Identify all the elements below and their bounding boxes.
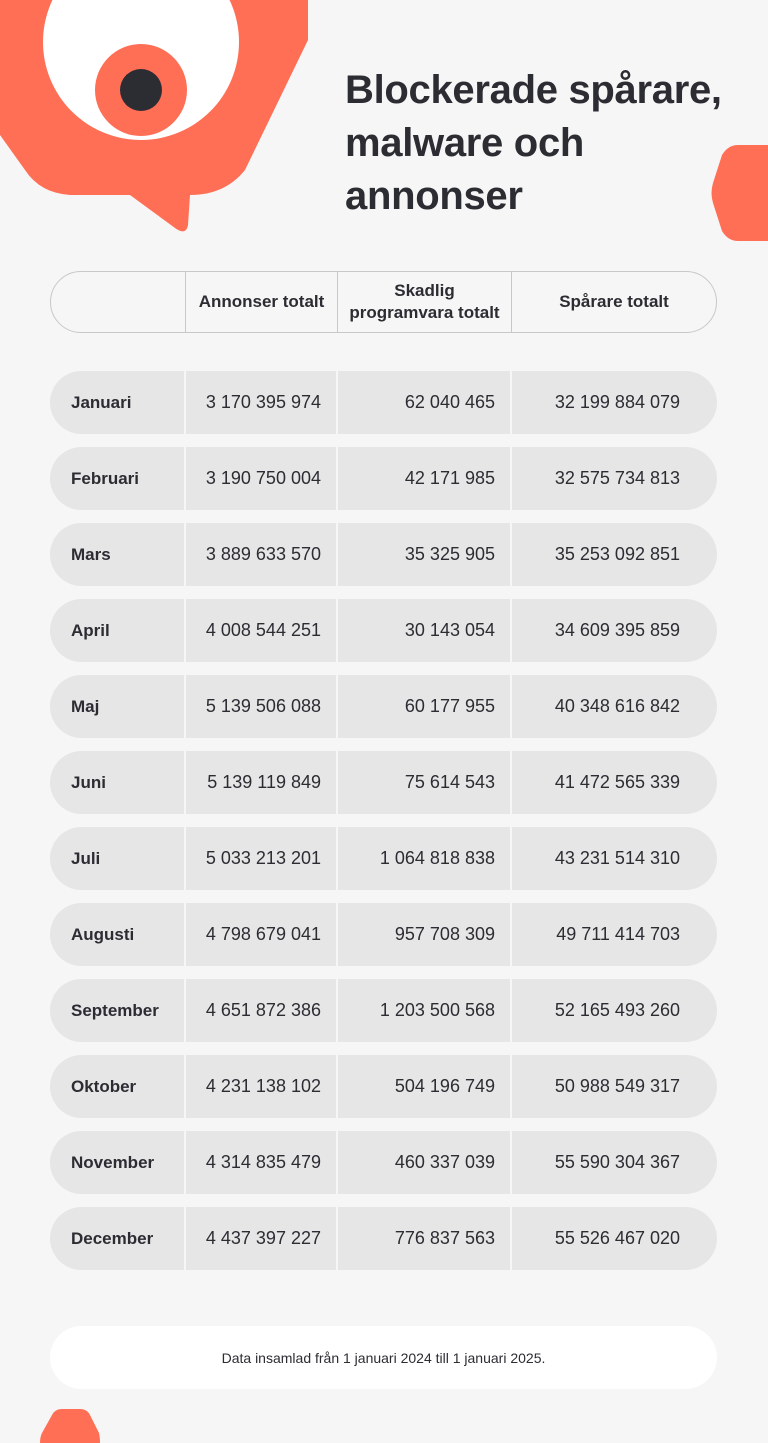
trackers-cell: 43 231 514 310 <box>510 827 717 890</box>
trackers-cell: 34 609 395 859 <box>510 599 717 662</box>
trackers-cell: 55 526 467 020 <box>510 1207 717 1270</box>
table-row <box>50 751 717 814</box>
trackers-cell: 32 199 884 079 <box>510 371 717 434</box>
table-row <box>50 827 717 890</box>
month-cell: September <box>71 1000 159 1020</box>
month-cell: Mars <box>71 544 111 564</box>
table-row <box>50 979 717 1042</box>
trackers-cell: 35 253 092 851 <box>510 523 717 586</box>
trackers-cell: 55 590 304 367 <box>510 1131 717 1194</box>
table-body <box>50 371 717 1283</box>
table-row <box>50 447 717 510</box>
malware-cell: 35 325 905 <box>336 523 510 586</box>
ads-cell: 3 170 395 974 <box>184 371 336 434</box>
trackers-cell: 49 711 414 703 <box>510 903 717 966</box>
ads-cell: 4 651 872 386 <box>184 979 336 1042</box>
table-row <box>50 523 717 586</box>
table-row <box>50 371 717 434</box>
page-title: Blockerade spårare, malware och annonser <box>345 68 722 218</box>
malware-cell: 504 196 749 <box>336 1055 510 1118</box>
malware-cell: 60 177 955 <box>336 675 510 738</box>
table-row <box>50 1131 717 1194</box>
month-cell: Augusti <box>71 924 135 944</box>
trackers-cell: 41 472 565 339 <box>510 751 717 814</box>
month-cell: Juni <box>71 772 106 792</box>
table-row <box>50 599 717 662</box>
header-trackers-total: Spårare totalt <box>511 272 716 332</box>
malware-cell: 62 040 465 <box>336 371 510 434</box>
month-cell: Februari <box>71 468 140 488</box>
month-cell: December <box>71 1228 154 1248</box>
month-cell: Maj <box>71 696 100 716</box>
malware-cell: 957 708 309 <box>336 903 510 966</box>
table-row <box>50 903 717 966</box>
trackers-cell: 40 348 616 842 <box>510 675 717 738</box>
malware-cell: 30 143 054 <box>336 599 510 662</box>
malware-cell: 1 064 818 838 <box>336 827 510 890</box>
header-cell-empty <box>51 272 185 332</box>
malware-cell: 1 203 500 568 <box>336 979 510 1042</box>
ads-cell: 5 033 213 201 <box>184 827 336 890</box>
ads-cell: 4 231 138 102 <box>184 1055 336 1118</box>
month-cell: April <box>71 620 110 640</box>
header-malware-total: Skadlig programvara totalt <box>337 272 511 332</box>
malware-cell: 75 614 543 <box>336 751 510 814</box>
ads-cell: 4 314 835 479 <box>184 1131 336 1194</box>
month-cell: November <box>71 1152 155 1172</box>
month-cell: Oktober <box>71 1076 137 1096</box>
table-row <box>50 1207 717 1270</box>
ads-cell: 5 139 506 088 <box>184 675 336 738</box>
table-row <box>50 675 717 738</box>
eye-mascot-icon <box>0 0 320 240</box>
ads-cell: 3 190 750 004 <box>184 447 336 510</box>
ads-cell: 4 798 679 041 <box>184 903 336 966</box>
table-header <box>50 271 717 333</box>
malware-cell: 776 837 563 <box>336 1207 510 1270</box>
month-cell: Januari <box>71 392 132 412</box>
decorative-shape-icon <box>40 1409 100 1443</box>
table-row <box>50 1055 717 1118</box>
ads-cell: 5 139 119 849 <box>184 751 336 814</box>
header-ads-total: Annonser totalt <box>185 272 337 332</box>
malware-cell: 42 171 985 <box>336 447 510 510</box>
trackers-cell: 52 165 493 260 <box>510 979 717 1042</box>
trackers-cell: 50 988 549 317 <box>510 1055 717 1118</box>
footer-note: Data insamlad från 1 januari 2024 till 1 januari 2025. <box>50 1326 717 1389</box>
ads-cell: 4 437 397 227 <box>184 1207 336 1270</box>
malware-cell: 460 337 039 <box>336 1131 510 1194</box>
ads-cell: 4 008 544 251 <box>184 599 336 662</box>
trackers-cell: 32 575 734 813 <box>510 447 717 510</box>
month-cell: Juli <box>71 848 101 868</box>
ads-cell: 3 889 633 570 <box>184 523 336 586</box>
